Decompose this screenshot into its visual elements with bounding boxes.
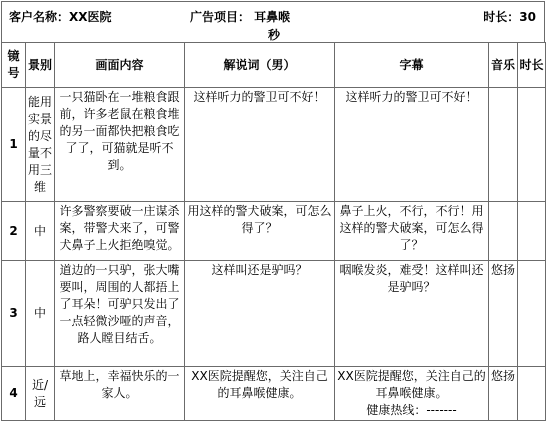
table-row <box>2 88 546 202</box>
total-duration: 时长：30 <box>483 10 536 24</box>
duration-cell <box>518 88 546 202</box>
col-music-header: 音乐 <box>489 43 518 88</box>
picture-content: 一只猫卧在一堆粮食跟前，许多老鼠在粮食堆的另一面都快把粮食吃了了，可猫就是听不到。 <box>55 88 185 202</box>
shot-number: 3 <box>2 261 26 367</box>
ad-project: 广告项目： 耳鼻喉 <box>190 10 291 24</box>
picture-content: 许多警察要破一庄谋杀案，带警犬来了，可警犬鼻子上火拒绝嗅觉。 <box>55 202 185 261</box>
table-header-row <box>2 43 546 88</box>
health-hotline: 健康热线：------- <box>366 403 457 417</box>
table-row <box>2 202 546 261</box>
music-cell <box>489 88 518 202</box>
table-row <box>2 261 546 367</box>
shot-number: 2 <box>2 202 26 261</box>
table-row <box>2 367 546 421</box>
scene-type: 近/远 <box>26 367 55 421</box>
subtitle-text: 这样听力的警卫可不好！ <box>335 88 489 202</box>
col-scene-header: 景别 <box>26 43 55 88</box>
storyboard-sheet <box>1 1 547 421</box>
col-subtitle-header: 字幕 <box>335 43 489 88</box>
duration-cell <box>518 367 546 421</box>
storyboard-header <box>1 1 545 42</box>
scene-type: 中 <box>26 261 55 367</box>
client-name: 客户名称：XX医院 <box>9 10 112 24</box>
shot-number: 4 <box>2 367 26 421</box>
scene-type: 能用实景的尽量不用三维 <box>26 88 55 202</box>
narration-text: XX医院提醒您，关注自己的耳鼻喉健康。 <box>185 367 335 421</box>
subtitle-text: 咽喉发炎，难受！这样叫还是驴吗？ <box>335 261 489 367</box>
shot-number: 1 <box>2 88 26 202</box>
subtitle-text: XX医院提醒您，关注自己的耳鼻喉健康。 <box>337 369 486 400</box>
col-duration-header: 时长 <box>518 43 546 88</box>
music-cell: 悠扬 <box>489 367 518 421</box>
narration-text: 这样叫还是驴吗？ <box>185 261 335 367</box>
narration-text: 用这样的警犬破案，可怎么得了？ <box>185 202 335 261</box>
narration-text: 这样听力的警卫可不好！ <box>185 88 335 202</box>
duration-cell <box>518 261 546 367</box>
scene-type: 中 <box>26 202 55 261</box>
storyboard-table <box>1 42 546 421</box>
subtitle-text: 鼻子上火，不行，不行！用这样的警犬破案，可怎么得了？ <box>335 202 489 261</box>
duration-cell <box>518 202 546 261</box>
music-cell <box>489 202 518 261</box>
picture-content: 草地上，幸福快乐的一家人。 <box>55 367 185 421</box>
col-narration-header: 解说词（男） <box>185 43 335 88</box>
subtitle-cell <box>335 367 489 421</box>
col-picture-header: 画面内容 <box>55 43 185 88</box>
col-shot-header: 镜号 <box>2 43 26 88</box>
music-cell: 悠扬 <box>489 261 518 367</box>
picture-content: 道边的一只驴，张大嘴要叫，周围的人都捂上了耳朵！可驴只发出了一点轻微沙哑的声音，路人瞠目结舌。 <box>55 261 185 367</box>
duration-unit: 秒 <box>268 28 281 42</box>
